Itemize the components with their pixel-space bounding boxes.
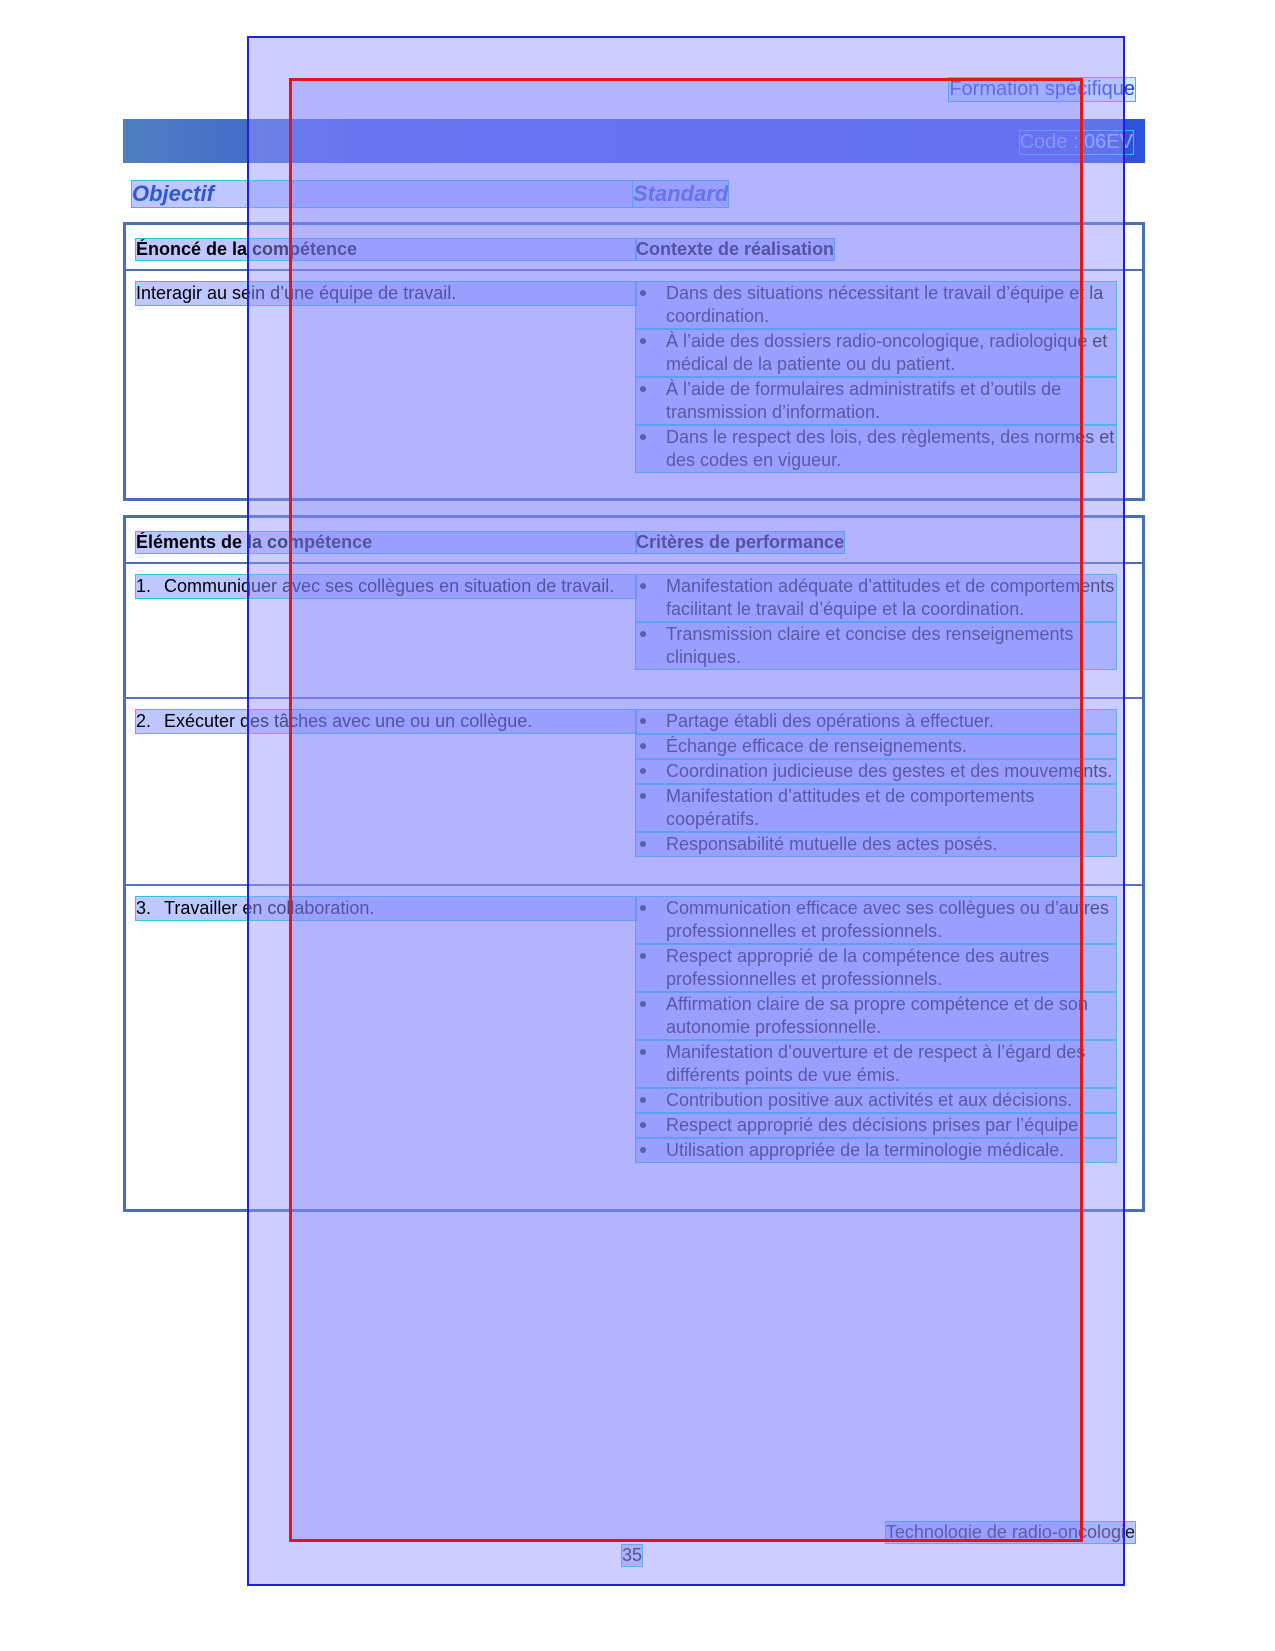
- list-item: Transmission claire et concise des renseignements cliniques.: [636, 623, 1116, 669]
- elements-header: Éléments de la compétence: [136, 532, 636, 553]
- list-item: Coordination judicieuse des gestes et des mouvements.: [636, 760, 1116, 783]
- document-section-title: Formation spécifique: [949, 78, 1135, 100]
- annotation-box-inner: [289, 78, 1083, 1542]
- list-item: Manifestation d’ouverture et de respect à l’égard des différents points de vue émis.: [636, 1041, 1116, 1087]
- criteria-header: Critères de performance: [636, 532, 845, 552]
- list-item: Respect approprié de la compétence des autres professionnelles et professionnels.: [636, 945, 1116, 991]
- list-item: À l’aide de formulaires administratifs et d’outils de transmission d’information.: [636, 378, 1116, 424]
- statement-header: Énoncé de la compétence: [136, 239, 636, 260]
- list-item: Dans le respect des lois, des règlements, des normes et des codes en vigueur.: [636, 426, 1116, 472]
- page-number: 35: [622, 1545, 643, 1565]
- list-item: Responsabilité mutuelle des actes posés.: [636, 833, 1116, 856]
- standard-heading: Standard: [633, 181, 729, 206]
- list-item: Dans des situations nécessitant le travail d’équipe et la coordination.: [636, 282, 1116, 328]
- list-item: Échange efficace de renseignements.: [636, 735, 1116, 758]
- competency-statement: Interagir au sein d’une équipe de travail.: [136, 282, 636, 305]
- list-item: Respect approprié des décisions prises par l’équipe.: [636, 1114, 1116, 1137]
- list-item: Utilisation appropriée de la terminologie médicale.: [636, 1139, 1116, 1162]
- list-item: Manifestation d’attitudes et de comportements coopératifs.: [636, 785, 1116, 831]
- list-item: À l’aide des dossiers radio-oncologique, radiologique et médical de la patiente ou du patient.: [636, 330, 1116, 376]
- competency-element: 2. Exécuter des tâches avec une ou un collègue.: [136, 710, 636, 733]
- objective-heading: Objectif: [132, 181, 632, 207]
- context-header: Contexte de réalisation: [636, 239, 835, 259]
- program-name: Technologie de radio-oncologie: [885, 1522, 1135, 1542]
- list-item: Manifestation adéquate d’attitudes et de comportements facilitant le travail d’équipe et la coordination.: [636, 575, 1116, 621]
- competency-code: Code : 06EV: [1019, 131, 1133, 153]
- list-item: Partage établi des opérations à effectuer.: [636, 710, 1116, 733]
- list-item: Affirmation claire de sa propre compétence et de son autonomie professionnelle.: [636, 993, 1116, 1039]
- list-item: Communication efficace avec ses collègues ou d’autres professionnelles et professionnels.: [636, 897, 1116, 943]
- competency-element: 1. Communiquer avec ses collègues en situation de travail.: [136, 575, 636, 598]
- list-item: Contribution positive aux activités et aux décisions.: [636, 1089, 1116, 1112]
- competency-element: 3. Travailler en collaboration.: [136, 897, 636, 920]
